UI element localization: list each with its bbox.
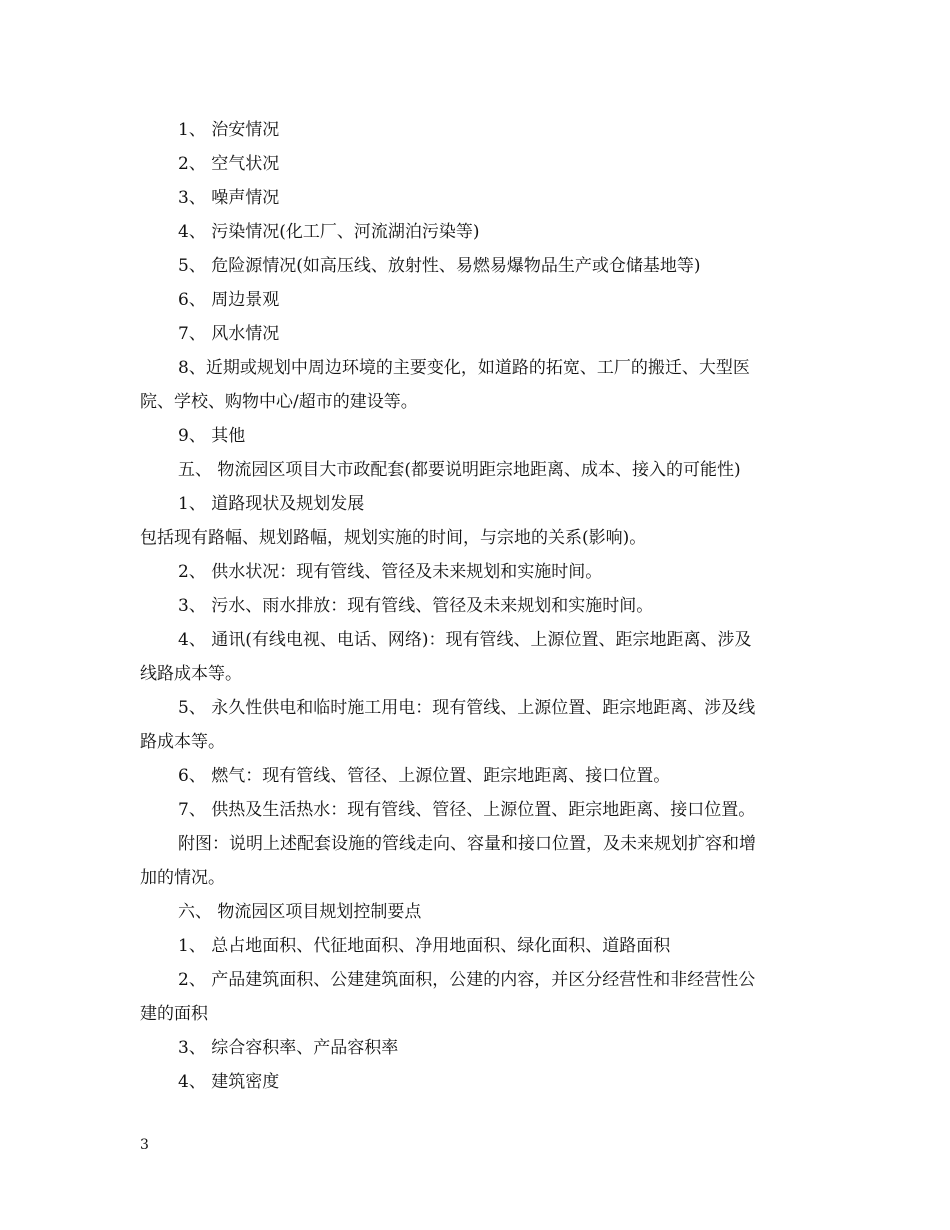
section-heading-six: 六、 物流园区项目规划控制要点 xyxy=(178,902,422,922)
paragraph-attachment-cont: 加的情况。 xyxy=(140,868,225,888)
list-item-power-cont: 路成本等。 xyxy=(140,732,225,752)
paragraph-roads-detail: 包括现有路幅、规划路幅，规划实施的时间，与宗地的关系(影响)。 xyxy=(140,528,647,548)
list-item-telecom-cont: 线路成本等。 xyxy=(140,664,242,684)
list-item-other: 9、 其他 xyxy=(178,426,246,446)
list-item-hazards: 5、 危险源情况(如高压线、放射性、易燃易爆物品生产或仓储基地等) xyxy=(178,256,701,276)
list-item-water-supply: 2、 供水状况：现有管线、管径及未来规划和实施时间。 xyxy=(178,562,603,582)
list-item-density: 4、 建筑密度 xyxy=(178,1072,280,1092)
page-number: 3 xyxy=(140,1137,149,1153)
list-item-changes-cont: 院、学校、购物中心/超市的建设等。 xyxy=(140,392,418,412)
list-item-power: 5、 永久性供电和临时施工用电：现有管线、上源位置、距宗地距离、涉及线 xyxy=(178,698,756,718)
list-item-building-area-cont: 建的面积 xyxy=(140,1004,208,1024)
list-item-landscape: 6、 周边景观 xyxy=(178,290,280,310)
list-item-gas: 6、 燃气：现有管线、管径、上源位置、距宗地距离、接口位置。 xyxy=(178,766,671,786)
list-item-drainage: 3、 污水、雨水排放：现有管线、管径及未来规划和实施时间。 xyxy=(178,596,654,616)
list-item-changes: 8、近期或规划中周边环境的主要变化，如道路的拓宽、工厂的搬迁、大型医 xyxy=(178,358,750,378)
list-item-air: 2、 空气状况 xyxy=(178,154,280,174)
paragraph-attachment: 附图：说明上述配套设施的管线走向、容量和接口位置，及未来规划扩容和增 xyxy=(178,834,756,854)
list-item-plot-ratio: 3、 综合容积率、产品容积率 xyxy=(178,1038,399,1058)
list-item-roads: 1、 道路现状及规划发展 xyxy=(178,494,365,514)
list-item-fengshui: 7、 风水情况 xyxy=(178,324,280,344)
section-heading-five: 五、 物流园区项目大市政配套(都要说明距宗地距离、成本、接入的可能性) xyxy=(178,460,741,480)
list-item-noise: 3、 噪声情况 xyxy=(178,188,280,208)
list-item-land-area: 1、 总占地面积、代征地面积、净用地面积、绿化面积、道路面积 xyxy=(178,936,671,956)
list-item-building-area: 2、 产品建筑面积、公建建筑面积，公建的内容，并区分经营性和非经营性公 xyxy=(178,970,756,990)
list-item-telecom: 4、 通讯(有线电视、电话、网络)：现有管线、上源位置、距宗地距离、涉及 xyxy=(178,630,752,650)
list-item-heating: 7、 供热及生活热水：现有管线、管径、上源位置、距宗地距离、接口位置。 xyxy=(178,800,756,820)
list-item-safety: 1、 治安情况 xyxy=(178,120,280,140)
list-item-pollution: 4、 污染情况(化工厂、河流湖泊污染等) xyxy=(178,222,480,242)
